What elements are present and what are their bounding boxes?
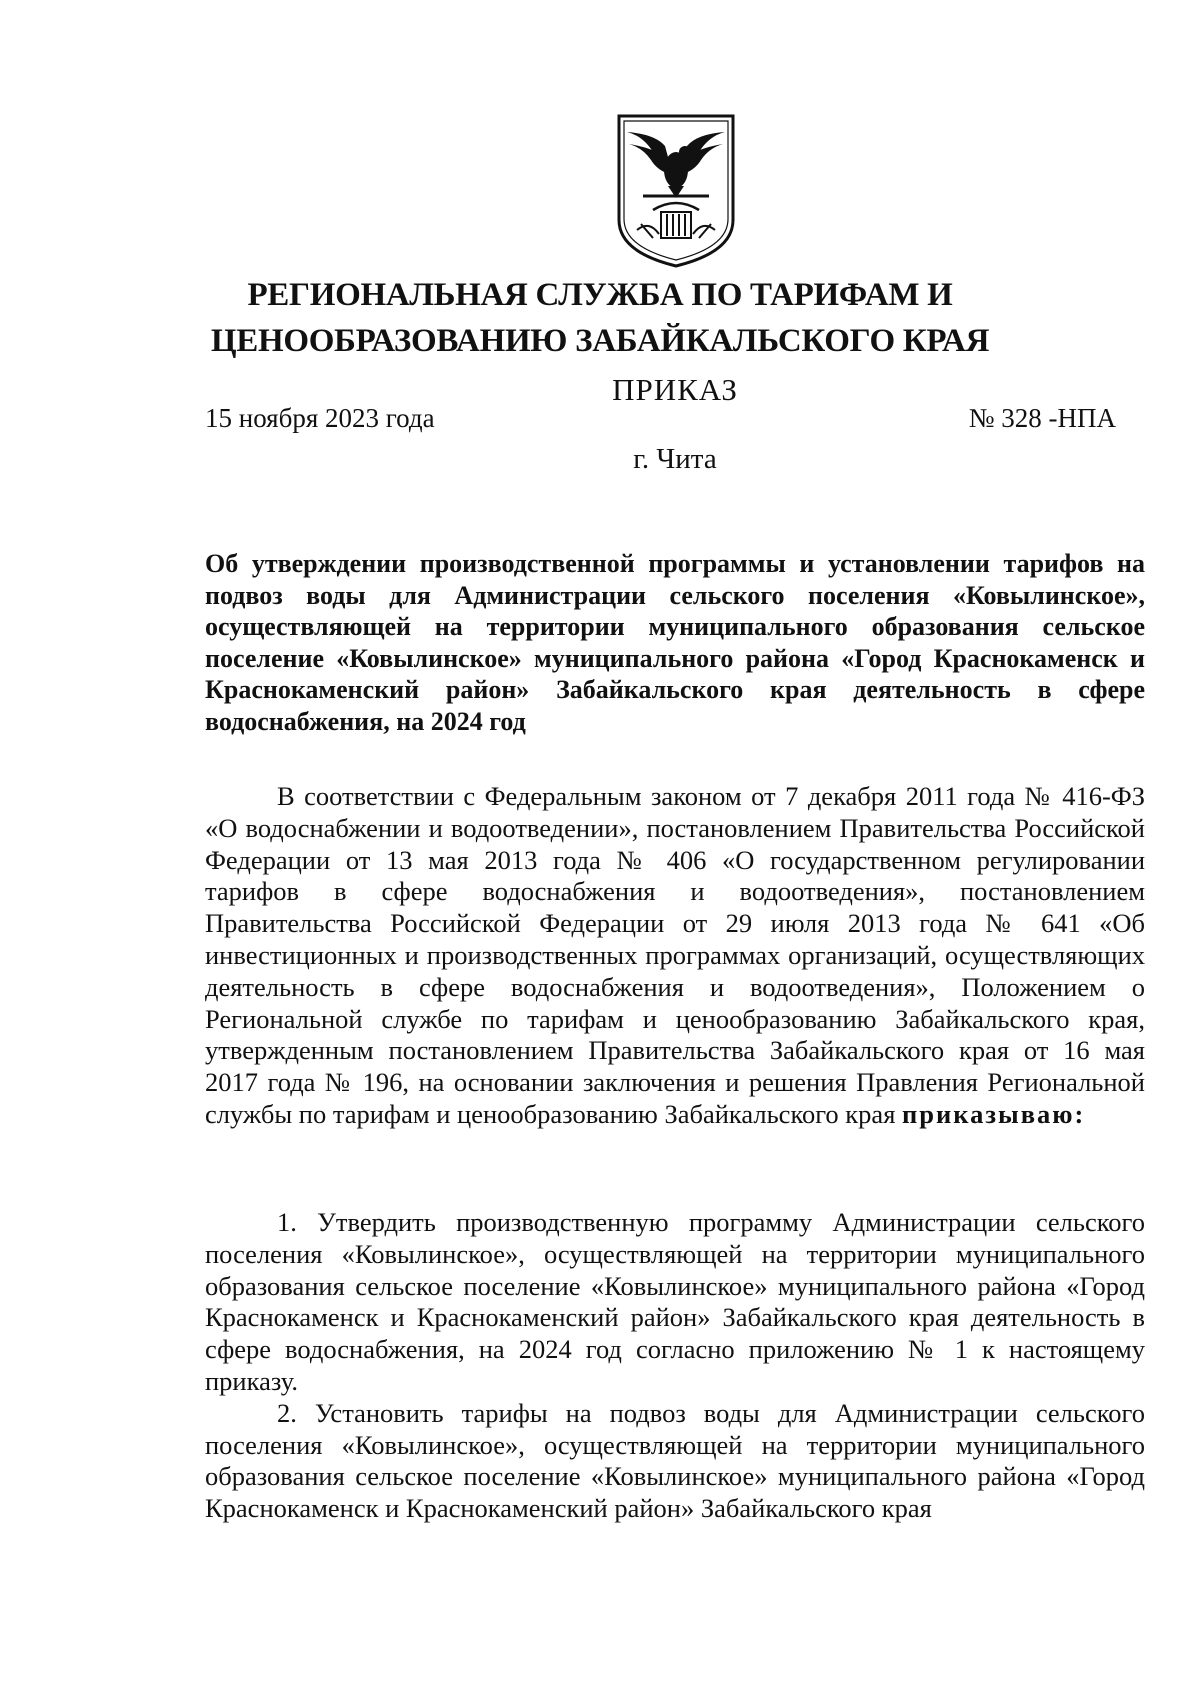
document-subject: Об утверждении производственной программы и установлении тарифов на подвоз воды для Администрации сельского поселения «Ковылинское», осуществляющей на территории муниципального образования сельское поселение «Ковылинское» муниципального района «Город Краснокаменск и Краснокаменский район» Забайкальского края деятельность в сфере водоснабжения, на 2024 год — [205, 549, 1145, 736]
organization-title — [150, 272, 1050, 364]
order-item-1: 1. Утвердить производственную программу Администрации сельского поселения «Ковылинское», осуществляющей на территории муниципального образования сельское поселение «Ковылинское» муниципального района «Город Краснокаменск и Краснокаменский район» Забайкальского края деятельность в сфере водоснабжения, на 2024 год согласно приложению № 1 к настоящему приказу. — [205, 1207, 1145, 1396]
preamble-paragraph — [205, 781, 1145, 1131]
preamble-keyword: приказываю: — [902, 1098, 1086, 1129]
order-items — [205, 1207, 1145, 1525]
document-type: ПРИКАЗ — [612, 372, 738, 407]
coat-of-arms-icon — [613, 112, 739, 270]
organization-title-line-2: ЦЕНООБРАЗОВАНИЮ ЗАБАЙКАЛЬСКОГО КРАЯ — [210, 323, 990, 359]
order-item-2: 2. Установить тарифы на подвоз воды для Администрации сельского поселения «Ковылинское», осуществляющей на территории муниципального образования сельское поселение «Ковылинское» муниципального района «Город Краснокаменск и Краснокаменский район» Забайкальского края — [205, 1397, 1145, 1524]
organization-title-line-1: РЕГИОНАЛЬНАЯ СЛУЖБА ПО ТАРИФАМ И — [247, 277, 953, 313]
preamble-text: В соответствии с Федеральным законом от 7 декабря 2011 года № 416-ФЗ «О водоснабжении и водоотведении», постановлением Правительства Российской Федерации от 13 мая 2013 года № 406 «О государственном регулировании тарифов в сфере водоснабжения и водоотведения», постановлением Правительства Российской Федерации от 29 июля 2013 года № 641 «Об инвестиционных и производственных программах организаций, осуществляющих деятельность в сфере водоснабжения и водоотведения», Положением о Региональной службе по тарифам и ценообразованию Забайкальского края, утвержденным постановлением Правительства Забайкальского края от 16 мая 2017 года № 196, на основании заключения и решения Правления Региональной службы по тарифам и ценообразованию Забайкальского края — [205, 781, 1145, 1129]
document-date: 15 ноября 2023 года — [205, 403, 435, 433]
document-city: г. Чита — [633, 443, 717, 475]
document-number: № 328 -НПА — [968, 403, 1116, 433]
preamble-section — [205, 781, 1145, 1131]
